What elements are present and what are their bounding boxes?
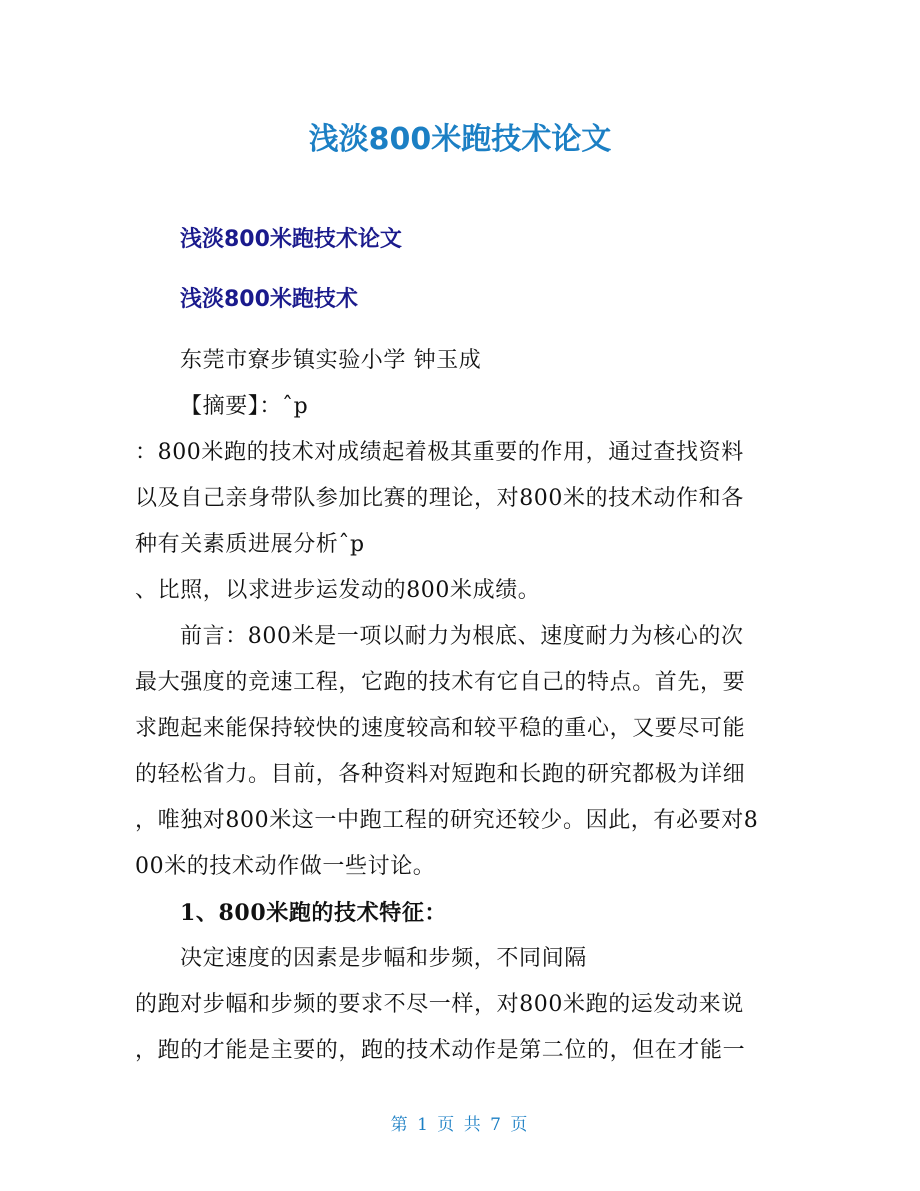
text-line: 、比照，以求进步运发动的800米成绩。 — [135, 578, 541, 603]
page-number: 第 1 页 共 7 页 — [390, 1115, 530, 1135]
document-body — [135, 338, 785, 1074]
section-heading-1: 浅淡800米跑技术论文 — [180, 227, 402, 252]
text-line: 前言：800米是一项以耐力为根底、速度耐力为核心的次 — [180, 624, 744, 649]
text-line: ，唯独对800米这一中跑工程的研究还较少。因此，有必要对8 — [135, 808, 759, 833]
section-heading-2: 浅淡800米跑技术 — [180, 287, 358, 312]
text-line: 以及自己亲身带队参加比赛的理论，对800米的技术动作和各 — [135, 486, 744, 511]
page-title: 浅淡800米跑技术论文 — [308, 122, 612, 157]
text-line: 决定速度的因素是步幅和步频，不同间隔 — [180, 946, 587, 971]
text-line: 求跑起来能保持较快的速度较高和较平稳的重心，又要尽可能 — [135, 716, 746, 741]
text-line: ：800米跑的技术对成绩起着极其重要的作用，通过查找资料 — [135, 440, 744, 465]
text-line: 00米的技术动作做一些讨论。 — [135, 854, 436, 879]
abstract-label: 【摘要】：ˆp — [180, 394, 309, 419]
text-line: ，跑的才能是主要的，跑的技术动作是第二位的，但在才能一 — [135, 1038, 746, 1063]
text-line: 的轻松省力。目前，各种资料对短跑和长跑的研究都极为详细 — [135, 762, 746, 787]
text-line: 的跑对步幅和步频的要求不尽一样，对800米跑的运发动来说 — [135, 992, 744, 1017]
text-line: 最大强度的竞速工程，它跑的技术有它自己的特点。首先，要 — [135, 670, 746, 695]
author-line: 东莞市寮步镇实验小学 钟玉成 — [180, 348, 482, 373]
subsection-heading: 1、800米跑的技术特征： — [180, 900, 448, 926]
text-line: 种有关素质进展分析ˆp — [135, 532, 365, 557]
